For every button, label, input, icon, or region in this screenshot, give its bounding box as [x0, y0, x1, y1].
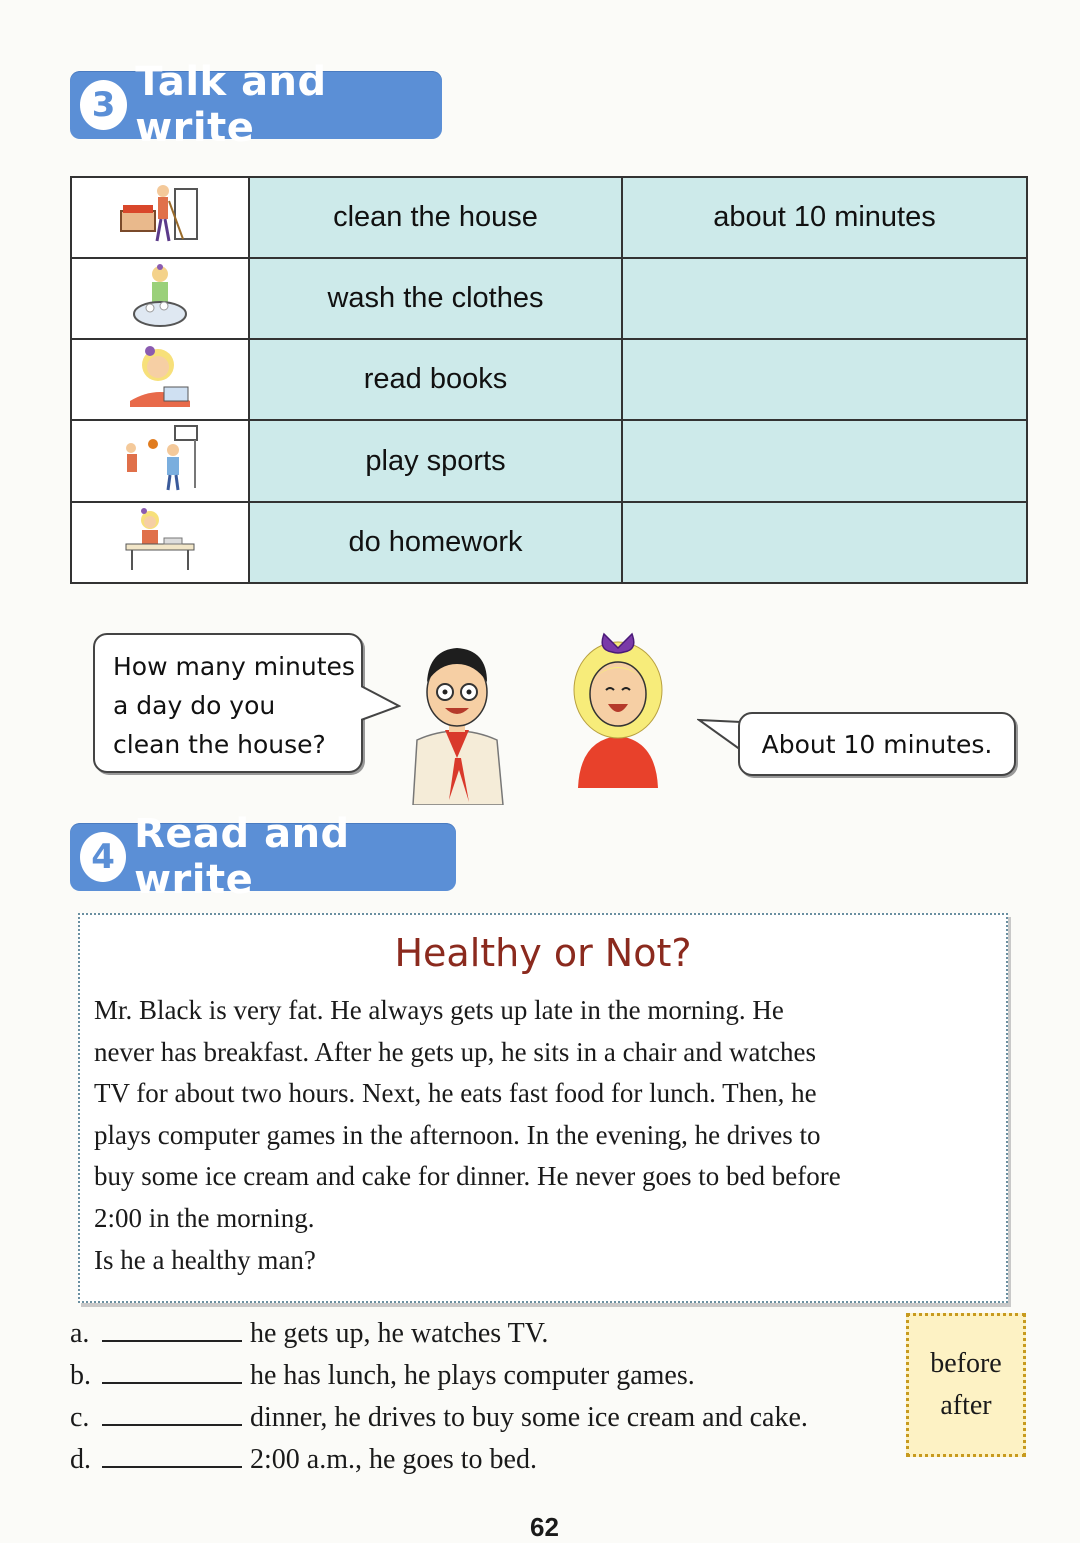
- time-cell[interactable]: about 10 minutes: [622, 177, 1027, 258]
- answer-blank[interactable]: [102, 1402, 242, 1426]
- story-line: Is he a healthy man?: [94, 1244, 316, 1275]
- question-text: he gets up, he watches TV.: [250, 1318, 549, 1349]
- story-title: Healthy or Not?: [394, 931, 692, 975]
- activity-cell: play sports: [249, 420, 622, 502]
- table-row: [71, 177, 1027, 258]
- story-line: Mr. Black is very fat. He always gets up late in the morning. He: [94, 995, 784, 1025]
- bubble-tail-right: [697, 716, 741, 756]
- question-a: [70, 1318, 548, 1350]
- word-bank-item: after: [940, 1390, 992, 1421]
- question-letter: c.: [70, 1402, 90, 1433]
- table-row: [71, 258, 1027, 339]
- story-line: TV for about two hours. Next, he eats fast food for lunch. Then, he: [94, 1078, 817, 1109]
- question-line: How many minutes: [113, 652, 355, 681]
- story-line: never has breakfast. After he gets up, he sits in a chair and watches: [94, 1036, 816, 1067]
- story-line: buy some ice cream and cake for dinner. He never goes to bed before: [94, 1161, 841, 1192]
- section-number: 4: [80, 832, 126, 882]
- table-row: [71, 502, 1027, 583]
- time-cell[interactable]: [622, 502, 1027, 583]
- table-row: [71, 420, 1027, 502]
- section-3-header: [70, 59, 442, 151]
- question-text: 2:00 a.m., he goes to bed.: [250, 1444, 537, 1475]
- activity-table: [70, 176, 1028, 584]
- story-text: [94, 990, 984, 1281]
- house-cleaning-icon: [71, 177, 249, 258]
- answer-blank[interactable]: [102, 1360, 242, 1384]
- question-text: dinner, he drives to buy some ice cream and cake.: [250, 1402, 808, 1433]
- bubble-tail-left: [361, 684, 401, 724]
- time-cell[interactable]: [622, 420, 1027, 502]
- answer-blank[interactable]: [102, 1318, 242, 1342]
- table-row: [71, 339, 1027, 420]
- question-text: he has lunch, he plays computer games.: [250, 1360, 695, 1391]
- time-cell[interactable]: [622, 258, 1027, 339]
- reading-passage-box: [78, 913, 1008, 1303]
- activity-cell: wash the clothes: [249, 258, 622, 339]
- basketball-icon: [71, 420, 249, 502]
- question-letter: b.: [70, 1360, 91, 1391]
- section-4-header: [70, 811, 456, 903]
- question-d: [70, 1444, 537, 1476]
- page-number: 62: [530, 1512, 559, 1542]
- question-bubble: [93, 633, 363, 773]
- activity-cell: clean the house: [249, 177, 622, 258]
- activity-cell: read books: [249, 339, 622, 420]
- question-letter: d.: [70, 1444, 91, 1475]
- question-line: a day do you: [113, 691, 276, 720]
- question-line: clean the house?: [113, 730, 326, 759]
- activity-cell: do homework: [249, 502, 622, 583]
- section-title: Talk and write: [135, 59, 327, 151]
- section-number: 3: [80, 80, 127, 130]
- answer-bubble: [738, 712, 1016, 776]
- reading-icon: [71, 339, 249, 420]
- girl-illustration: [568, 628, 668, 788]
- question-letter: a.: [70, 1318, 90, 1349]
- boy-illustration: [405, 630, 510, 805]
- story-line: 2:00 in the morning.: [94, 1202, 315, 1233]
- washing-clothes-icon: [71, 258, 249, 339]
- answer-blank[interactable]: [102, 1444, 242, 1468]
- story-line: plays computer games in the afternoon. In the evening, he drives to: [94, 1119, 821, 1150]
- word-bank-box: [906, 1313, 1026, 1457]
- question-b: [70, 1360, 695, 1392]
- section-title: Read and write: [134, 811, 350, 903]
- time-cell[interactable]: [622, 339, 1027, 420]
- question-c: [70, 1402, 808, 1434]
- word-bank-item: before: [930, 1348, 1002, 1379]
- homework-icon: [71, 502, 249, 583]
- answer-text: About 10 minutes.: [761, 729, 993, 759]
